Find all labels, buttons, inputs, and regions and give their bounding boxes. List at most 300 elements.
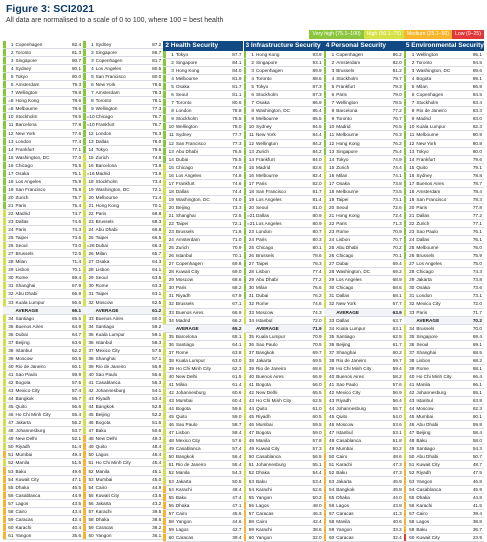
table-row <box>404 486 484 494</box>
score-tier-marker <box>404 461 407 468</box>
score-tier-marker <box>244 204 247 211</box>
score-tier-marker <box>404 252 407 259</box>
city-cell: Seoul <box>416 341 429 347</box>
city-cell: Cairo <box>336 454 348 460</box>
rank-cell: 26 <box>248 253 255 259</box>
table-row <box>404 188 484 196</box>
table-row <box>244 357 324 365</box>
score-tier-marker <box>404 196 407 203</box>
city-cell: Rio de Janeiro <box>256 365 287 371</box>
score-cell: 50.2 <box>392 446 402 452</box>
table-row <box>3 202 83 210</box>
legend-item: Low (0–25) <box>452 30 484 39</box>
rank-cell: 58 <box>168 518 174 524</box>
score-cell: 79.1 <box>472 164 482 170</box>
rank-cell: 51 <box>88 460 94 466</box>
score-tier-marker <box>404 373 407 380</box>
score-cell: 52.1 <box>71 436 82 442</box>
score-cell: 76.0 <box>152 138 162 144</box>
score-tier-marker <box>3 154 6 161</box>
score-cell: 59.1 <box>152 331 162 337</box>
rank-cell: 3 <box>171 68 174 74</box>
score-tier-marker <box>404 91 407 98</box>
rank-cell: 59 <box>88 524 94 530</box>
rank-cell: 61 <box>8 532 14 538</box>
score-cell: 61.4 <box>232 381 242 387</box>
score-tier-marker <box>83 242 86 249</box>
score-cell: 51.6 <box>152 420 162 426</box>
rank-cell: 12 <box>248 140 255 146</box>
rank-cell: 42 <box>168 389 174 395</box>
score-tier-marker <box>244 365 247 372</box>
score-tier-marker <box>83 451 86 458</box>
score-cell: 65.2 <box>232 325 242 331</box>
table-row <box>83 459 163 467</box>
table-row <box>244 156 324 164</box>
rank-cell: 16 <box>248 172 255 178</box>
rank-cell: 6 <box>91 82 94 88</box>
score-tier-marker <box>163 91 166 98</box>
score-cell: 78.7 <box>472 180 482 186</box>
score-cell: 65.7 <box>152 251 162 257</box>
city-cell: Abu Dhabi <box>336 245 359 251</box>
table-row <box>163 333 243 341</box>
score-cell: 66.9 <box>312 373 322 379</box>
city-cell: AVERAGE <box>256 325 279 331</box>
score-tier-marker <box>324 284 327 291</box>
score-cell: 70.0 <box>472 325 482 331</box>
city-cell: Madrid <box>15 211 30 216</box>
score-cell: 50.6 <box>152 428 162 434</box>
table-row <box>404 373 484 381</box>
city-cell: Toronto <box>416 60 432 66</box>
score-cell: 61.5 <box>232 373 242 379</box>
city-cell: Johannesburg <box>15 428 46 434</box>
score-tier-marker <box>244 123 247 130</box>
city-cell: Dallas <box>416 237 430 243</box>
table-row <box>324 51 404 59</box>
score-tier-marker <box>83 363 86 370</box>
rank-cell: 50 <box>248 454 255 460</box>
score-cell: 70.1 <box>152 202 162 208</box>
score-cell: 81.9 <box>232 76 242 82</box>
table-row <box>404 300 484 308</box>
score-cell: 43.5 <box>71 500 82 506</box>
rank-cell: 14 <box>8 146 14 152</box>
table-row <box>244 220 324 228</box>
score-tier-marker <box>324 212 327 219</box>
city-cell: Riyadh <box>336 398 351 404</box>
table-row <box>324 196 404 204</box>
score-cell: 77.2 <box>312 277 322 283</box>
table-row <box>244 486 324 494</box>
table-row <box>83 218 163 226</box>
city-cell: Karachi <box>336 462 353 468</box>
rank-cell: 28 <box>328 269 335 275</box>
rank-cell: 15 <box>168 164 174 170</box>
city-cell: Singapore <box>336 148 358 154</box>
table-row <box>244 317 324 325</box>
city-cell: Abu Dhabi <box>416 454 439 460</box>
score-tier-marker <box>163 292 166 299</box>
score-tier-marker <box>404 260 407 267</box>
score-legend <box>309 30 484 39</box>
score-cell: 75.5 <box>232 156 242 162</box>
score-tier-marker <box>163 300 166 307</box>
score-cell: 69.0 <box>232 269 242 275</box>
city-cell: Melbourne <box>175 76 198 82</box>
rank-cell: 19 <box>248 196 255 202</box>
table-row <box>83 97 163 105</box>
score-cell: 70.1 <box>232 253 242 259</box>
city-cell: Kuwait City <box>175 269 200 275</box>
table-row <box>324 123 404 131</box>
rank-cell: 3 <box>411 68 415 74</box>
table-row <box>244 188 324 196</box>
rank-cell: 41 <box>8 371 14 377</box>
score-tier-marker <box>83 113 86 120</box>
score-cell: 49.6 <box>71 468 82 474</box>
rank-cell: 37 <box>168 349 174 355</box>
table-row <box>3 49 83 57</box>
score-tier-marker <box>3 130 6 137</box>
table-row <box>404 494 484 502</box>
table-row <box>404 220 484 228</box>
city-cell: Bangkok <box>175 454 195 460</box>
rank-cell: 51 <box>168 462 174 468</box>
score-tier-marker <box>404 123 407 130</box>
table-row <box>404 357 484 365</box>
city-cell: AVERAGE <box>416 317 440 323</box>
score-cell: 74.4 <box>232 188 242 194</box>
score-cell: 53.4 <box>312 478 322 484</box>
table-row <box>324 373 404 381</box>
score-tier-marker <box>404 284 407 291</box>
table-row <box>244 373 324 381</box>
table-row <box>404 196 484 204</box>
city-cell: Mumbai <box>336 446 353 452</box>
score-tier-marker <box>324 123 327 130</box>
score-tier-marker <box>3 516 6 523</box>
city-cell: Paris <box>256 237 267 243</box>
table-row <box>83 484 163 492</box>
score-cell: 83.3 <box>472 108 482 114</box>
table-row <box>324 526 404 534</box>
table-row <box>3 138 83 146</box>
rank-cell: 16 <box>8 162 14 168</box>
rank-cell: 41 <box>248 381 255 387</box>
score-tier-marker <box>324 429 327 436</box>
score-tier-marker <box>3 323 6 330</box>
table-row <box>404 228 484 236</box>
rank-cell: 1 <box>10 42 14 48</box>
rank-cell: 3 <box>331 68 335 74</box>
score-cell: 51.8 <box>392 438 402 444</box>
score-tier-marker <box>83 105 86 112</box>
city-cell: Rome <box>175 349 189 355</box>
table-row <box>244 365 324 373</box>
table-row <box>83 226 163 234</box>
score-cell: 61.2 <box>152 307 162 313</box>
score-tier-marker <box>3 379 6 386</box>
rank-cell: 9 <box>411 116 415 122</box>
city-cell: Quito <box>175 414 188 420</box>
score-cell: 44.9 <box>71 492 82 498</box>
table-row <box>404 445 484 453</box>
score-cell: 59.7 <box>392 357 402 363</box>
table-row <box>324 325 404 333</box>
rank-cell: 51 <box>248 462 255 468</box>
table-row <box>163 341 243 349</box>
table-row <box>324 83 404 91</box>
score-tier-marker <box>83 218 86 225</box>
rank-cell: 22 <box>328 221 335 226</box>
city-cell: Lisbon <box>416 357 431 363</box>
score-tier-marker <box>244 445 247 452</box>
city-cell: Mexico City <box>336 389 361 395</box>
city-cell: Riyadh <box>175 293 191 299</box>
score-cell: 64.1 <box>152 267 162 273</box>
rank-cell: 18 <box>168 188 174 194</box>
city-cell: Brussels <box>336 68 355 74</box>
score-tier-marker <box>404 413 407 420</box>
table-row <box>324 212 404 220</box>
city-cell: Istanbul <box>416 398 433 404</box>
rank-cell: 29 <box>248 277 255 283</box>
table-row <box>404 437 484 445</box>
score-tier-marker <box>83 443 86 450</box>
city-cell: Abu Dhabi <box>15 291 38 297</box>
score-tier-marker <box>83 210 86 217</box>
score-tier-marker <box>404 510 407 517</box>
score-cell: 73.4 <box>152 178 162 184</box>
city-cell: Taipei <box>15 235 28 241</box>
rank-cell: 54 <box>8 476 14 482</box>
city-cell: Rome <box>95 283 109 289</box>
table-row <box>324 115 404 123</box>
rank-cell: 6 <box>10 82 14 88</box>
rank-cell: 4 <box>171 76 174 82</box>
score-cell: 72.6 <box>392 204 402 210</box>
city-cell: Milan <box>416 84 428 90</box>
score-tier-marker <box>404 164 407 171</box>
city-cell: Chicago <box>416 269 434 275</box>
table-row <box>404 461 484 469</box>
score-cell: 81.2 <box>392 68 402 74</box>
city-cell: Santiago <box>15 315 35 321</box>
score-cell: 78.4 <box>472 188 482 194</box>
score-cell: 73.0 <box>71 243 82 249</box>
rank-cell: 7 <box>331 100 335 106</box>
score-cell: 60.2 <box>392 349 402 355</box>
rank-cell: 2 <box>10 50 14 56</box>
column-header: 3 Infrastructure Security <box>244 41 324 51</box>
table-row <box>163 212 243 220</box>
score-tier-marker <box>244 453 247 460</box>
score-tier-marker <box>83 347 86 354</box>
score-tier-marker <box>163 99 166 106</box>
score-cell: 44.9 <box>152 484 162 490</box>
table-row <box>83 355 163 363</box>
city-cell: Dallas <box>175 188 189 194</box>
table-row <box>404 83 484 91</box>
city-cell: Sydney <box>416 172 432 178</box>
table-row <box>404 276 484 284</box>
city-cell: Johannesburg <box>175 389 206 395</box>
table-row <box>3 492 83 500</box>
score-tier-marker <box>244 91 247 98</box>
table-row <box>163 228 243 236</box>
table-row <box>324 220 404 228</box>
score-cell: 46.8 <box>472 478 482 484</box>
score-cell: 59.5 <box>312 422 322 428</box>
rank-cell: 19 <box>8 186 14 192</box>
rank-cell: 26 <box>409 253 415 259</box>
table-row <box>3 443 83 451</box>
score-cell: 66.6 <box>71 299 82 305</box>
city-cell: New Delhi <box>256 389 278 395</box>
score-tier-marker <box>83 379 86 386</box>
score-cell: 84.1 <box>232 60 242 66</box>
rank-cell: 26 <box>88 251 94 257</box>
score-cell: 81.0 <box>312 204 322 210</box>
city-cell: Quito <box>95 444 107 450</box>
score-tier-marker <box>83 395 86 402</box>
score-tier-marker <box>3 113 6 120</box>
table-row <box>324 333 404 341</box>
score-cell: 38.6 <box>312 526 322 532</box>
table-row <box>163 502 243 510</box>
rank-cell: 53 <box>409 478 415 484</box>
table-row <box>244 83 324 91</box>
rank-cell: 43 <box>328 398 335 404</box>
score-tier-marker <box>324 148 327 155</box>
score-cell: 76.2 <box>392 140 402 146</box>
rank-cell: 57 <box>8 500 14 506</box>
score-cell: 58.4 <box>472 430 482 436</box>
city-cell: Shanghai <box>95 355 116 361</box>
rank-cell: 52 <box>88 468 94 474</box>
city-cell: Rome <box>15 275 29 281</box>
city-cell: Quito <box>256 406 268 412</box>
rank-cell: 44 <box>248 406 255 412</box>
city-cell: Stockholm <box>336 76 359 82</box>
rank-cell: 60 <box>168 534 174 540</box>
score-cell: 80.9 <box>472 132 482 138</box>
score-cell: 40.4 <box>71 524 82 530</box>
score-cell: 76.5 <box>71 162 82 168</box>
score-tier-marker <box>324 453 327 460</box>
city-cell: Rome <box>416 365 429 371</box>
score-tier-marker <box>163 284 166 291</box>
rank-cell: 42 <box>8 379 14 385</box>
table-row <box>83 138 163 146</box>
rank-cell: 36 <box>248 341 255 347</box>
table-row <box>244 236 324 244</box>
rank-cell: 30 <box>8 275 14 281</box>
score-cell: 78.8 <box>71 90 82 96</box>
score-cell: 77.4 <box>312 269 322 275</box>
city-cell: Paris <box>256 180 267 186</box>
rank-cell: 17 <box>8 170 14 176</box>
rank-cell: =8 <box>8 98 14 104</box>
rank-cell: 16 <box>409 172 415 178</box>
city-cell: Jakarta <box>15 420 31 426</box>
score-cell: 76.7 <box>152 114 162 120</box>
city-cell: Sao Paulo <box>175 422 198 428</box>
score-tier-marker <box>3 492 6 499</box>
city-cell: Karachi <box>256 526 272 532</box>
score-tier-marker <box>324 244 327 251</box>
city-cell: Brussels <box>175 301 194 307</box>
city-cell: Washington, DC <box>416 68 451 74</box>
score-cell: 52.2 <box>152 412 162 418</box>
city-cell: Manila <box>175 470 190 476</box>
rank-cell: 18 <box>409 188 415 194</box>
score-tier-marker <box>324 107 327 114</box>
rank-cell: 11 <box>409 132 415 138</box>
rank-cell: 56 <box>409 502 415 508</box>
rank-cell: 21 <box>88 202 94 208</box>
score-cell: 75.6 <box>152 146 162 152</box>
city-cell: Stockholm <box>175 116 198 122</box>
city-cell: AVERAGE <box>336 309 360 315</box>
city-cell: Baku <box>416 526 428 532</box>
table-row <box>83 81 163 89</box>
table-row <box>324 107 404 115</box>
rank-cell: 45 <box>8 404 14 410</box>
score-cell: 78.3 <box>152 90 162 96</box>
table-row <box>83 476 163 484</box>
legend-item: High (50.1–75) <box>364 30 404 39</box>
city-cell: Chicago <box>336 285 354 291</box>
city-cell: Manila <box>256 438 270 444</box>
score-tier-marker <box>83 387 86 394</box>
score-cell: 59.4 <box>392 365 402 371</box>
score-tier-marker <box>163 220 166 227</box>
score-cell: 73.6 <box>71 235 82 241</box>
rank-cell: 50 <box>8 444 14 450</box>
rank-cell: 3 <box>251 68 255 74</box>
table-row <box>244 502 324 510</box>
score-tier-marker <box>83 403 86 410</box>
rank-cell: 43 <box>409 398 415 404</box>
city-cell: Shanghai <box>336 349 356 355</box>
score-tier-marker <box>404 325 407 332</box>
city-cell: Bangkok <box>15 396 34 402</box>
rank-cell: 21 <box>8 202 14 208</box>
score-cell: 59.2 <box>152 323 162 329</box>
score-tier-marker <box>163 477 166 484</box>
rank-cell: 29 <box>88 275 94 281</box>
score-tier-marker <box>163 397 166 404</box>
ranking-column <box>163 41 243 540</box>
rank-cell: 3 <box>91 58 94 64</box>
score-tier-marker <box>324 437 327 444</box>
table-row <box>3 363 83 371</box>
city-cell: Stockholm <box>15 114 38 120</box>
rank-cell: =16 <box>86 170 95 176</box>
rank-cell: 21 <box>409 212 415 218</box>
city-cell: Toronto <box>175 100 192 106</box>
city-cell: Stockholm <box>256 92 278 98</box>
score-cell: 76.7 <box>392 116 402 122</box>
score-cell: 63.9 <box>392 309 402 315</box>
city-cell: Dallas <box>336 317 350 323</box>
city-cell: Mumbai <box>175 398 193 404</box>
table-row <box>404 453 484 461</box>
rank-cell: 13 <box>409 148 415 154</box>
